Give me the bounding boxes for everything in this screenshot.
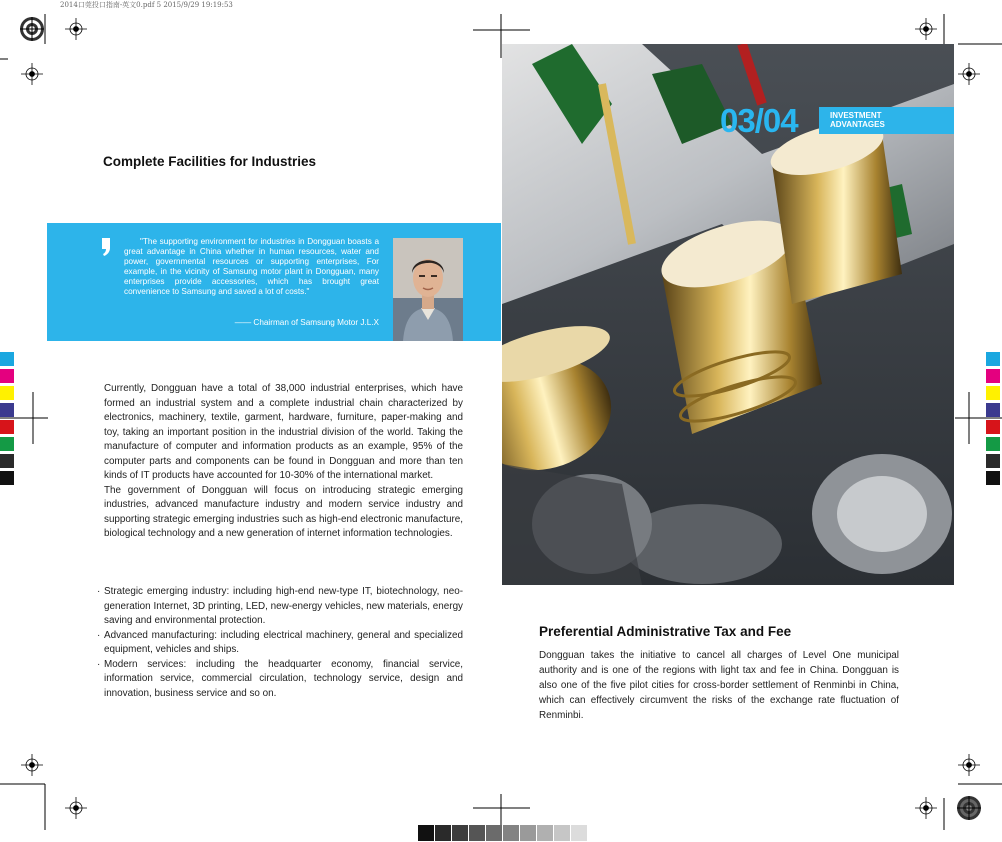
gray-swatch [571,825,587,841]
section-label-line: ADVANTAGES [830,120,885,129]
chairman-photo [393,238,463,341]
paragraph: The government of Dongguan will focus on introducing strategic emerging industries, advanced manufacture industry and modern service industry and supporting strategic emerging industries such as high-end electronic manufacture, biological technology and a new generation of internet information technologies. [104,484,463,539]
color-swatch [0,369,14,383]
print-slug: 2014口莞投口指南-英文0.pdf 5 2015/9/29 19:19:53 [60,1,233,9]
industry-bullet-list [97,585,463,701]
color-swatch [986,420,1000,434]
color-swatch [0,454,14,468]
gray-swatch [435,825,451,841]
color-swatch [986,454,1000,468]
color-swatch [0,437,14,451]
color-swatch [0,403,14,417]
gray-swatch [452,825,468,841]
color-swatch [0,386,14,400]
color-swatch [0,352,14,366]
gray-swatch [486,825,502,841]
list-item: · Advanced manufacturing: including electrical machinery, general and specialized equipment, vehicles and ships. [97,629,463,658]
color-swatch [986,369,1000,383]
gray-swatch [503,825,519,841]
section-title-facilities: Complete Facilities for Industries [103,154,317,169]
section-title-tax: Preferential Administrative Tax and Fee [539,624,792,639]
list-item: · Modern services: including the headquarter economy, financial service, information service, commercial circulation, technology service, design and innovation, business service and so on. [97,658,463,702]
color-swatch [986,403,1000,417]
gray-swatch [520,825,536,841]
gray-swatch [537,825,553,841]
quote-attribution: —— Chairman of Samsung Motor J.L.X [234,318,379,327]
gray-swatch [469,825,485,841]
body-text-tax: Dongguan takes the initiative to cancel all charges of Level One municipal authority and is one of the regions with light tax and fee in China. Dongguan is also one of the five pilot cities for cross-border settlement of Renminbi in China, which can effectively circumvent the risks of the exchange rate fluctuation of Renminbi. [539,650,899,721]
color-swatch [986,352,1000,366]
quote-mark-icon [100,236,116,258]
color-swatch [986,471,1000,485]
section-number: 03/04 [720,102,798,139]
body-text-industries [104,382,463,542]
gray-swatch [418,825,434,841]
gray-swatch [554,825,570,841]
paragraph: Currently, Dongguan have a total of 38,000 industrial enterprises, which have formed an industrial system and a complete industrial chain characterized by electronics, machinery, textile, garment, hardware, furniture, paper-making and toy, taking an important position in the industrial division of the world. Taking the manufacture of computer and information products as an example, 95% of the computer parts and components can be found in Dongguan and more than ten kinds of IT products have accounted for 10-30% of the international market. [104,383,463,481]
quote-text: "The supporting environment for industries in Dongguan boasts a great advantage in China whether in human resources, water and power, governmental resources or supporting enterprises, For example, in the vicinity of Samsung motor plant in Dongguan, many enterprises provide accessories, which has brought great convenience to Samsung and saved a lot of costs." [124,237,379,297]
color-swatch [0,471,14,485]
color-swatch [0,420,14,434]
color-swatch [986,386,1000,400]
section-label-line: INVESTMENT [830,111,882,120]
section-label [830,111,885,129]
list-item: · Strategic emerging industry: including high-end new-type IT, biotechnology, neo-generation Internet, 3D printing, LED, new-energy vehicles, new materials, energy saving and environmental protection. [97,585,463,629]
color-swatch [986,437,1000,451]
